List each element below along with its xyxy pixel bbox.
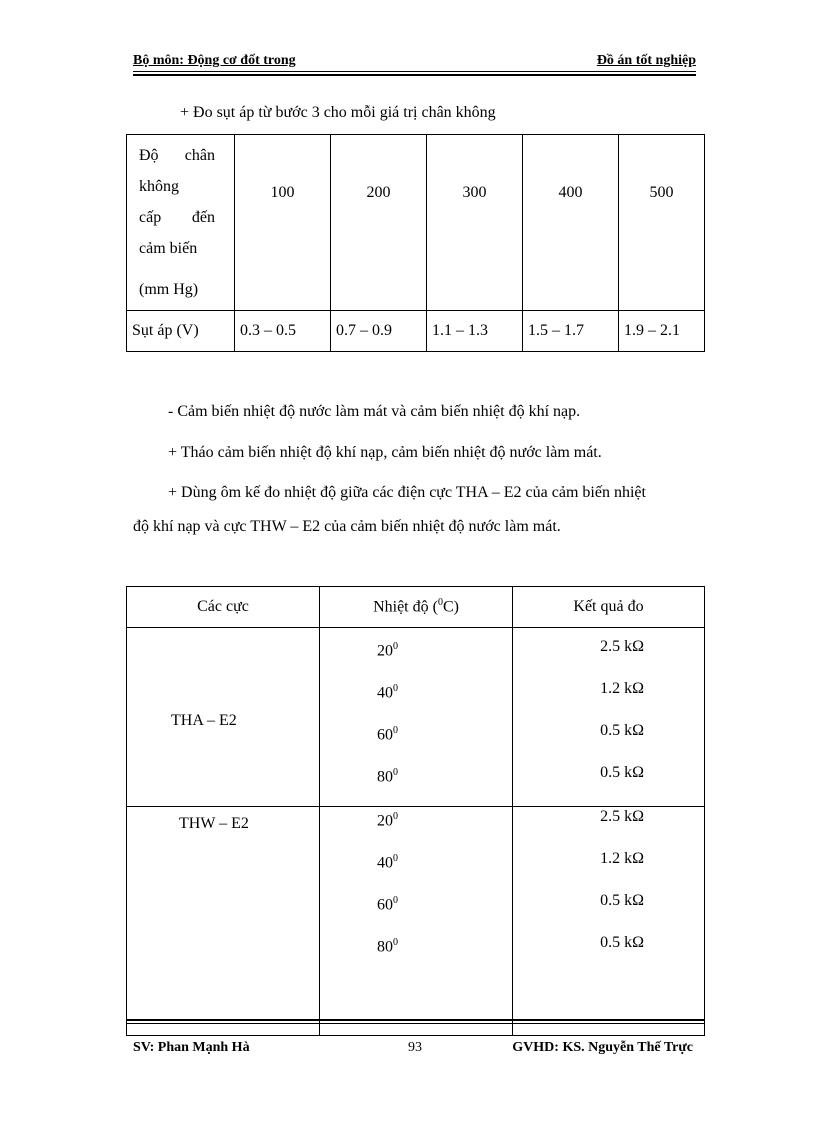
vacuum-label-line: cấp đến xyxy=(139,209,215,226)
temperature-cell xyxy=(320,807,513,1036)
list-item: 0.5 kΩ xyxy=(600,722,644,739)
paragraph: + Dùng ôm kế đo nhiệt độ giữa các điện cực THA – E2 của cảm biến nhiệt xyxy=(168,484,646,501)
page-header xyxy=(133,53,696,73)
table-row xyxy=(127,587,705,628)
vacuum-value-cell: 200 xyxy=(331,135,427,311)
footer-supervisor: GVHD: KS. Nguyễn Thế Trực xyxy=(512,1040,693,1055)
list-item: 1.2 kΩ xyxy=(600,850,644,867)
paragraph: - Cảm biến nhiệt độ nước làm mát và cảm biến nhiệt độ khí nạp. xyxy=(168,403,581,420)
intro-text: + Đo sụt áp từ bước 3 cho mỗi giá trị chân không xyxy=(180,104,496,121)
footer-rule-thick xyxy=(126,1019,704,1021)
vacuum-label-line: (mm Hg) xyxy=(139,281,199,298)
vacuum-table xyxy=(126,134,705,352)
header-department: Bộ môn: Động cơ đốt trong xyxy=(133,53,296,68)
vacuum-value-cell: 300 xyxy=(427,135,523,311)
column-header: Nhiệt độ ($^0$C) xyxy=(320,587,513,628)
result-list xyxy=(591,796,644,964)
temperature-cell xyxy=(320,628,513,807)
header-rule xyxy=(133,71,696,72)
vacuum-label-cell xyxy=(127,135,235,311)
voltage-drop-cell: 1.1 – 1.3 xyxy=(427,311,523,352)
header-title: Đồ án tốt nghiệp xyxy=(596,53,696,68)
vacuum-label-line: Độ chân xyxy=(139,147,215,164)
list-item: $80^0$ xyxy=(377,767,398,786)
vacuum-value-cell: 100 xyxy=(235,135,331,311)
page-footer xyxy=(133,1040,693,1060)
voltage-drop-cell: 1.9 – 2.1 xyxy=(619,311,705,352)
list-item: 0.5 kΩ xyxy=(600,934,644,951)
vacuum-value-cell: 500 xyxy=(619,135,705,311)
list-item: $60^0$ xyxy=(377,725,398,744)
list-item: $60^0$ xyxy=(377,895,398,914)
column-header: Các cực xyxy=(127,587,320,628)
header-rule-thick xyxy=(133,74,696,76)
list-item: $20^0$ xyxy=(377,641,398,660)
result-list xyxy=(591,626,644,794)
temperature-list xyxy=(377,626,398,794)
column-header: Kết quả đo xyxy=(513,587,705,628)
voltage-drop-label: Sụt áp (V) xyxy=(127,311,235,352)
temperature-list xyxy=(377,796,398,964)
paragraph: độ khí nạp và cực THW – E2 của cảm biến nhiệt độ nước làm mát. xyxy=(133,518,561,535)
voltage-drop-cell: 1.5 – 1.7 xyxy=(523,311,619,352)
list-item: $40^0$ xyxy=(377,683,398,702)
list-item: $20^0$ xyxy=(377,811,398,830)
table-row xyxy=(127,311,705,352)
voltage-drop-cell: 0.3 – 0.5 xyxy=(235,311,331,352)
footer-student: SV: Phan Mạnh Hà xyxy=(133,1040,250,1055)
electrode-cell: THW – E2 xyxy=(127,807,320,1036)
list-item: 1.2 kΩ xyxy=(600,680,644,697)
voltage-drop-cell: 0.7 – 0.9 xyxy=(331,311,427,352)
list-item: $80^0$ xyxy=(377,937,398,956)
vacuum-label-line: cảm biến xyxy=(139,240,198,257)
table-row xyxy=(127,135,705,311)
list-item: 0.5 kΩ xyxy=(600,892,644,909)
footer-rule xyxy=(126,1023,704,1024)
page-number: 93 xyxy=(408,1040,422,1055)
list-item: 2.5 kΩ xyxy=(600,808,644,825)
electrode-cell: THA – E2 xyxy=(127,628,320,807)
list-item: 2.5 kΩ xyxy=(600,638,644,655)
vacuum-label-line: không xyxy=(139,178,179,195)
vacuum-value-cell: 400 xyxy=(523,135,619,311)
list-item: $40^0$ xyxy=(377,853,398,872)
paragraph: + Tháo cảm biến nhiệt độ khí nạp, cảm biến nhiệt độ nước làm mát. xyxy=(168,444,602,461)
list-item: 0.5 kΩ xyxy=(600,764,644,781)
